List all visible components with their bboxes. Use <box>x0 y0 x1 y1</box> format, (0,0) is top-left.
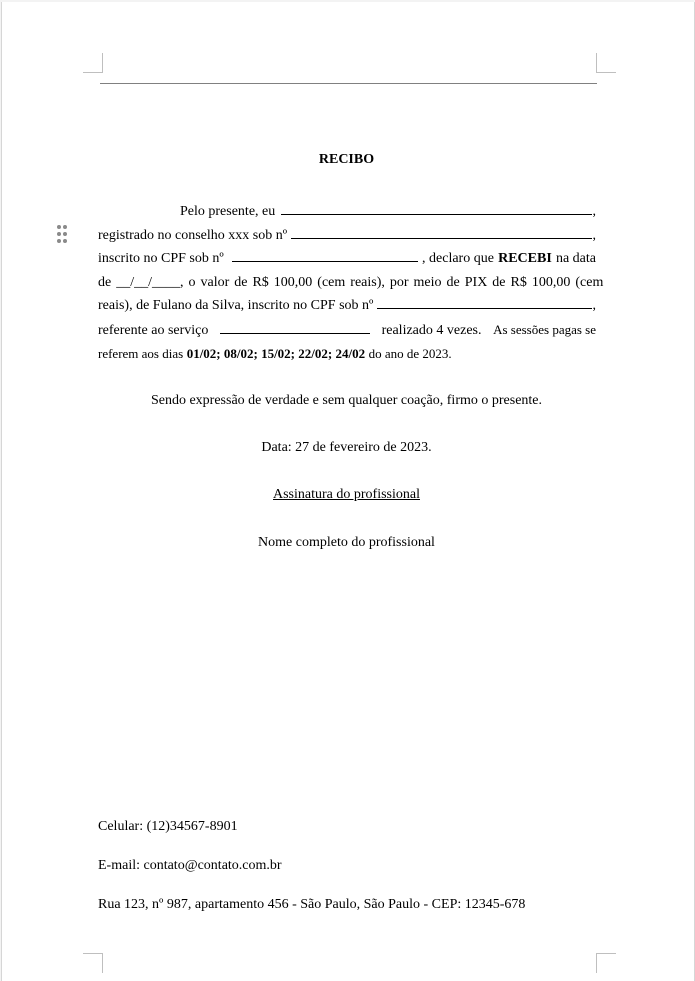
crop-mark-top-left <box>83 53 103 73</box>
footer-address: Rua 123, nº 987, apartamento 456 - São Paulo, São Paulo - CEP: 12345-678 <box>98 897 526 912</box>
session-dates: 01/02; 08/02; 15/02; 22/02; 24/02 <box>186 346 366 361</box>
receipt-paragraph <box>98 200 604 367</box>
declaration-text: Sendo expressão de verdade e sem qualquer coação, firmo o presente. <box>150 393 543 408</box>
text-segment: referem aos dias <box>98 346 184 361</box>
text-segment: realizado 4 vezes. <box>381 322 482 338</box>
para-line-5 <box>98 294 596 318</box>
text-segment: de __/__/____, o valor de R$ 100,00 (cem reais), por meio de PIX de R$ 100,00 (cem <box>98 274 604 290</box>
para-line-4 <box>98 271 604 295</box>
text-bold-segment: RECEBI <box>498 251 552 266</box>
drag-handle-icon[interactable] <box>57 225 69 247</box>
para-line-2 <box>98 224 596 248</box>
text-segment: , <box>592 298 596 313</box>
text-segment: na data <box>555 251 596 266</box>
document-title: RECIBO <box>318 152 375 167</box>
text-segment: Pelo presente, eu <box>180 204 276 219</box>
text-segment: referente ao serviço <box>98 322 209 338</box>
blank-cpf <box>232 248 418 262</box>
text-segment: , declaro que <box>422 251 494 266</box>
crop-mark-bottom-left <box>83 953 103 973</box>
text-segment: As sessões pagas se <box>493 321 596 337</box>
blank-payer-cpf <box>377 295 591 309</box>
signature-row <box>98 487 595 503</box>
footer-email: E-mail: contato@contato.com.br <box>98 858 282 873</box>
blank-name <box>281 201 591 215</box>
crop-mark-top-right <box>596 53 616 73</box>
date-line: Data: 27 de fevereiro de 2023. <box>261 440 432 455</box>
para-line-3 <box>98 247 596 271</box>
header-separator <box>100 83 597 84</box>
text-segment: do ano de 2023. <box>368 346 452 361</box>
text-segment: inscrito no CPF sob nº <box>98 251 224 266</box>
text-segment: , <box>592 204 596 219</box>
para-line-7 <box>98 342 596 367</box>
text-segment: registrado no conselho xxx sob nº <box>98 227 288 243</box>
blank-service <box>220 320 370 334</box>
footer-phone: Celular: (12)34567-8901 <box>98 819 238 834</box>
text-segment: , <box>592 227 596 243</box>
crop-mark-bottom-right <box>596 953 616 973</box>
para-line-1 <box>98 200 596 224</box>
text-segment: reais), de Fulano da Silva, inscrito no CPF sob nº <box>98 298 374 313</box>
signature-label: Assinatura do profissional <box>273 487 420 502</box>
blank-registration <box>291 225 591 239</box>
full-name-label: Nome completo do profissional <box>258 535 435 550</box>
para-line-6 <box>98 318 596 343</box>
